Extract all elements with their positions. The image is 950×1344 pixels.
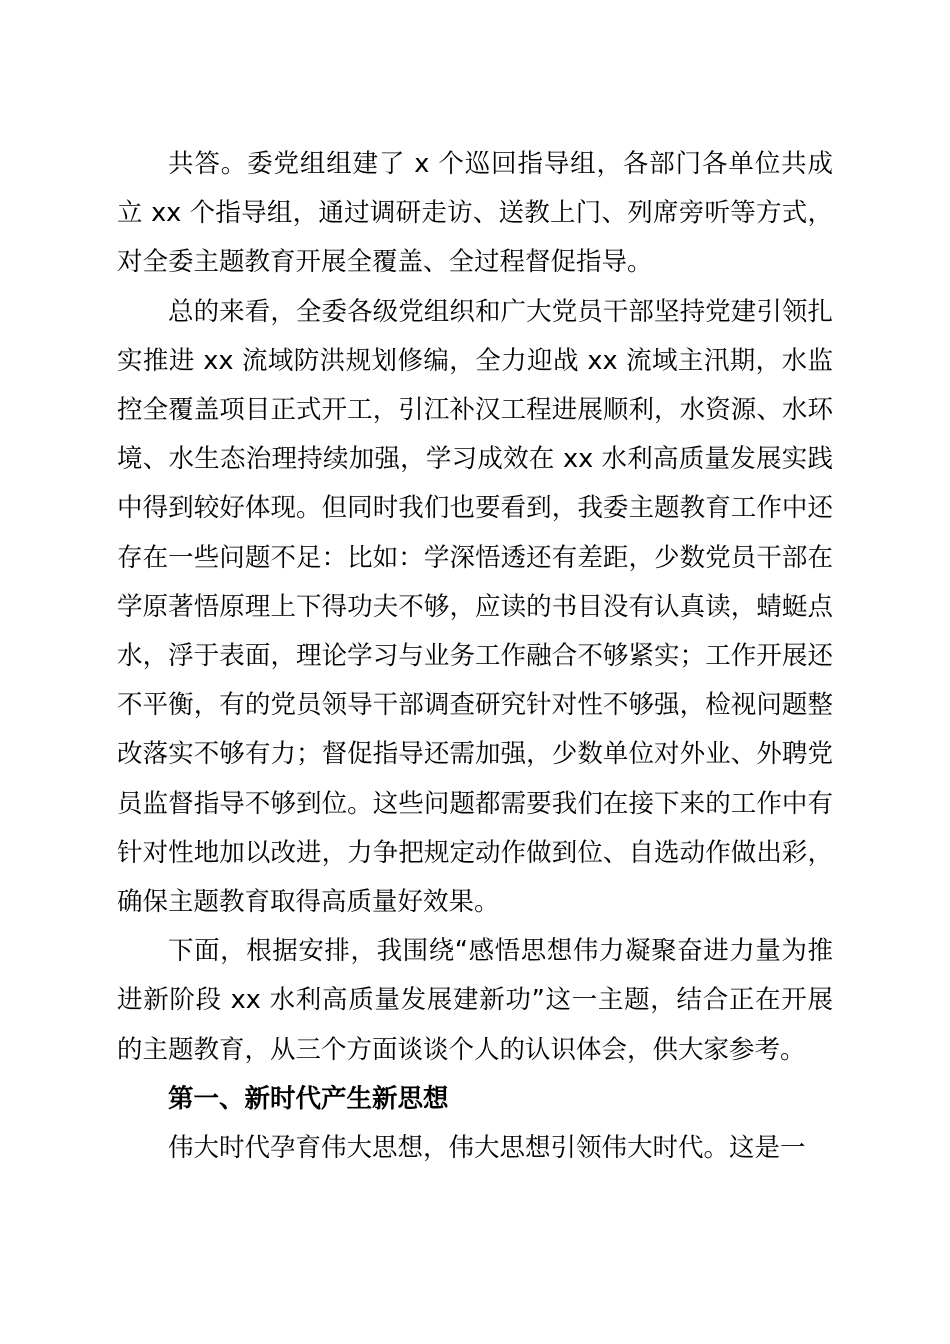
paragraph-2: 总的来看，全委各级党组织和广大党员干部坚持党建引领扎实推进 xx 流域防洪规划修编，全力迎战 xx 流域主汛期，水监控全覆盖项目正式开工，引江补汉工程进展顺利，水资源、水环境、水生态治理持续加强，学习成效在 xx 水利高质量发展实践中得到较好体现。但同时我们也要看到，我委主题教育工作中还存在一些问题不足：比如：学深悟透还有差距，少数党员干部在学原著悟原理上下得功夫不够，应读的书目没有认真读，蜻蜓点水，浮于表面，理论学习与业务工作融合不够紧实；工作开展还不平衡，有的党员领导干部调查研究针对性不够强，检视问题整改落实不够有力；督促指导还需加强，少数单位对外业、外聘党员监督指导不够到位。这些问题都需要我们在接下来的工作中有针对性地加以改进，力争把规定动作做到位、自选动作做出彩，确保主题教育取得高质量好效果。 — [117, 296, 833, 918]
paragraph-3: 下面，根据安排，我围绕“感悟思想伟力凝聚奋进力量为推进新阶段 xx 水利高质量发展建新功”这一主题，结合正在开展的主题教育，从三个方面谈谈个人的认识体会，供大家参考。 — [117, 936, 833, 1065]
paragraph-4: 伟大时代孕育伟大思想，伟大思想引领伟大时代。这是一 — [168, 1133, 806, 1164]
section-heading: 第一、新时代产生新思想 — [168, 1083, 449, 1114]
paragraph-1: 共答。委党组组建了 x 个巡回指导组，各部门各单位共成立 xx 个指导组，通过调研走访、送教上门、列席旁听等方式，对全委主题教育开展全覆盖、全过程督促指导。 — [117, 149, 833, 278]
document-body — [117, 140, 833, 1173]
